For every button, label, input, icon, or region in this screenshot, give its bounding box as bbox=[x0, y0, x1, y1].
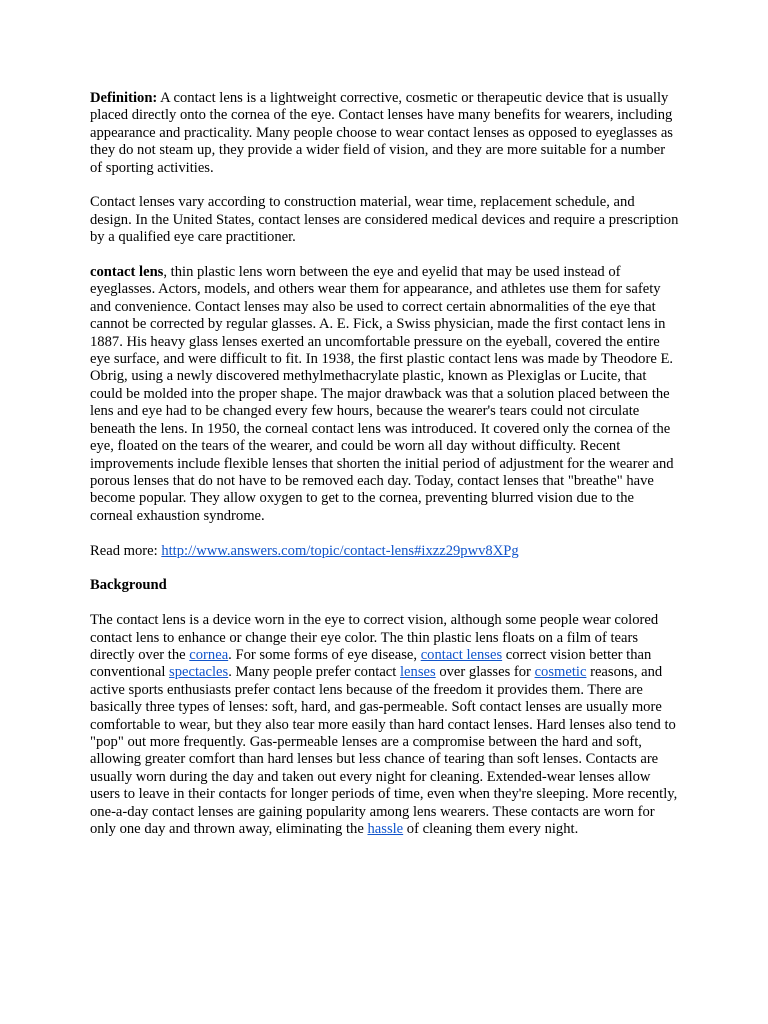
link-spectacles[interactable]: spectacles bbox=[169, 664, 229, 681]
background-text-2: . For some forms of eye disease, bbox=[228, 646, 421, 663]
background-text-3: correct vision better than conventional bbox=[90, 646, 652, 681]
background-text-4: . Many people prefer contact bbox=[228, 664, 400, 681]
link-contact-lenses[interactable]: contact lenses bbox=[420, 646, 503, 663]
link-lenses[interactable]: lenses bbox=[400, 664, 436, 681]
document-body bbox=[90, 90, 680, 856]
background-text-6: reasons, and active sports enthusiasts prefer contact lens because of the freedom it provides them. There are basically three types of lenses: soft, hard, and gas-permeable. Soft contact lenses are usually more comfortable to wear, but they also tear more easily than hard contact lenses. Hard lenses also tend to "pop" out more frequently. Gas-permeable lenses are a compromise between the hard and soft, allowing greater comfort than hard lenses but less chance of tearing than soft lenses. Contacts are usually worn during the day and taken out every night for cleaning. Extended-wear lenses allow users to leave in their contacts for longer periods of time, even when they're sleeping. More recently, one-a-day contact lenses are gaining popularity among lens wearers. These contacts are worn for only one day and thrown away, eliminating the bbox=[90, 664, 678, 837]
background-text-1: The contact lens is a device worn in the eye to correct vision, although some people wear colored contact lens to enhance or change their eye color. The thin plastic lens floats on a film of tears directly over the bbox=[90, 612, 659, 663]
definition-paragraph bbox=[90, 90, 680, 177]
background-heading: Background bbox=[90, 577, 167, 594]
definition-label: Definition: bbox=[90, 90, 158, 106]
read-more-paragraph bbox=[90, 543, 680, 560]
link-cornea[interactable]: cornea bbox=[189, 646, 229, 663]
vary-paragraph: Contact lenses vary according to construction material, wear time, replacement schedule, and design. In the United States, contact lenses are considered medical devices and require a prescription by a qualified eye care practitioner. bbox=[90, 194, 679, 246]
background-text-5: over glasses for bbox=[435, 664, 535, 681]
background-text-7: of cleaning them every night. bbox=[403, 820, 579, 837]
encyclopedia-paragraph bbox=[90, 264, 680, 525]
read-more-label: Read more: bbox=[90, 542, 162, 559]
background-paragraph bbox=[90, 612, 680, 838]
encyclopedia-term: contact lens bbox=[90, 264, 164, 281]
link-hassle[interactable]: hassle bbox=[367, 820, 404, 837]
definition-text: A contact lens is a lightweight corrective, cosmetic or therapeutic device that is usually placed directly onto the cornea of the eye. Contact lenses have many benefits for wearers, including appearance and practicality. Many people choose to wear contact lenses as opposed to eyeglasses as they do not steam up, they provide a wider field of vision, and they are more suitable for a number of sporting activities. bbox=[90, 90, 673, 176]
link-cosmetic[interactable]: cosmetic bbox=[534, 664, 587, 681]
encyclopedia-text: , thin plastic lens worn between the eye and eyelid that may be used instead of eyeglasses. Actors, models, and others wear them for appearance, and athletes use them for safety and convenience. Contact lenses may also be used to correct certain abnormalities of the eye that cannot be corrected by regular glasses. A. E. Fick, a Swiss physician, made the first contact lens in 1887. His heavy glass lenses exerted an uncomfortable pressure on the eyeball, covered the entire eye surface, and were difficult to fit. In 1938, the first plastic contact lens was made by Theodore E. Obrig, using a newly discovered methylmethacrylate plastic, known as Plexiglas or Lucite, that could be molded into the proper shape. The major drawback was that a solution placed between the lens and eye had to be changed every few hours, because the wearer's tears could not circulate beneath the lens. In 1950, the corneal contact lens was introduced. It covered only the cornea of the eye, floated on the tears of the wearer, and could be worn all day without difficulty. Recent improvements include flexible lenses that shorten the initial period of adjustment for the wearer and porous lenses that do not have to be removed each day. Today, contact lenses that "breathe" have become popular. They allow oxygen to get to the cornea, preventing blurred vision due to the corneal exhaustion syndrome. bbox=[90, 264, 674, 524]
read-more-link[interactable]: http://www.answers.com/topic/contact-lens#ixzz29pwv8XPg bbox=[161, 542, 519, 559]
